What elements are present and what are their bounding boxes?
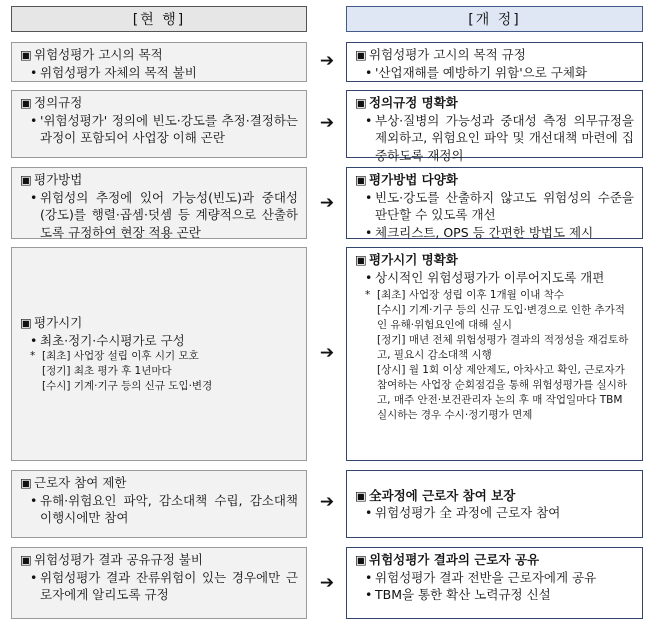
list-item: 위험성의 추정에 있어 가능성(빈도)과 중대성(강도)를 행렬·곱셈·덧셈 등 계량적으로 산출하도록 규정하여 현장 적용 곤란 xyxy=(40,189,298,240)
row-title: 평가시기 xyxy=(34,315,83,330)
list-item: 부상·질병의 가능성과 중대성 측정 의무규정을 제외하고, 위험요인 파악 및 개선대책 마련에 집중하도록 재정의 xyxy=(375,112,634,163)
revised-row-2: ▣ 정의규정 명확화 • 부상·질병의 가능성과 중대성 측정 의무규정을 제외하고, 위험요인 파악 및 개선대책 마련에 집중하도록 재정의 xyxy=(346,90,643,158)
list-item: 위험성평가 결과 전반을 근로자에게 공유 xyxy=(375,569,597,585)
current-row-5: ▣ 근로자 참여 제한 • 유해·위험요인 파악, 감소대책 수립, 감소대책 이행시에만 참여 xyxy=(11,470,307,538)
row-title: 정의규정 명확화 xyxy=(369,95,458,110)
note-item: [수시] 기계·기구 등의 신규 도입·변경 xyxy=(42,380,213,392)
note-item: [최초] 사업장 설립 이후 시기 모호 xyxy=(42,350,199,362)
list-item: 위험성평가 全 과정에 근로자 참여 xyxy=(375,505,561,520)
arrow-icon: ➔ xyxy=(319,343,335,363)
arrow-icon: ➔ xyxy=(319,193,335,213)
list-item: TBM을 통한 확산 노력규정 신설 xyxy=(375,587,551,602)
list-item: 유해·위험요인 파악, 감소대책 수립, 감소대책 이행시에만 참여 xyxy=(40,492,298,525)
row-title: 위험성평가 고시의 목적 규정 xyxy=(369,47,526,62)
arrow-icon: ➔ xyxy=(319,573,335,593)
revised-row-3: ▣ 평가방법 다양화 • 빈도·강도를 산출하지 않고도 위험성의 수준을 판단할 수 있도록 개선 • 체크리스트, OPS 등 간편한 방법도 제시 xyxy=(346,167,643,239)
current-header: [현 행] xyxy=(11,6,307,32)
list-item: '위험성평가' 정의에 빈도·강도를 추정·결정하는 과정이 포함되어 사업장 이해 곤란 xyxy=(40,112,298,145)
current-row-6: ▣ 위험성평가 결과 공유규정 불비 • 위험성평가 결과 잔류위험이 있는 경우에만 근로자에게 알리도록 규정 xyxy=(11,547,307,619)
row-title: 평가시기 명확화 xyxy=(369,252,458,267)
row-title: 정의규정 xyxy=(34,95,83,110)
note-item: [수시] 기계·기구 등의 신규 도입·변경으로 인한 추가적인 유해·위험요인에 대해 실시 xyxy=(377,304,625,331)
row-title: 위험성평가 결과 공유규정 불비 xyxy=(34,552,203,567)
revised-header: [개 정] xyxy=(346,6,643,32)
current-row-4: ▣ 평가시기 • 최초·정기·수시평가로 구성 * [최초] 사업장 설립 이후 시기 모호 [정기] 최초 평가 후 1년마다 [수시] 기계·기구 등의 신규 도입·변경 xyxy=(11,247,307,461)
arrow-icon: ➔ xyxy=(319,113,335,133)
arrow-icon: ➔ xyxy=(319,492,335,512)
list-item: 상시적인 위험성평가가 이루어지도록 개편 xyxy=(375,269,605,285)
row-title: 위험성평가 결과의 근로자 공유 xyxy=(369,552,540,567)
note-item: [최초] 사업장 성립 이후 1개월 이내 착수 xyxy=(377,289,565,301)
revised-row-4: ▣ 평가시기 명확화 • 상시적인 위험성평가가 이루어지도록 개편 * [최초] 사업장 성립 이후 1개월 이내 착수 [수시] 기계·기구 등의 신규 도입·변경으로 인한 추가적인 유해·위험요인에 대해 실시 [정기] 매년 전체 위험성평가 결과의 적정성을 재검토하고, 필요시 감소대책 시행 [상시] 월 1회 이상 제안제도, 아차사고 확인, 근로자가 참여하는 사업장 순회점검을 통해 위험성평가를 실시하고, 매주 안전·보건관리자 논의 후 매 작업일마다 TBM 실시하는 경우 수시·정기평가 면제 xyxy=(346,247,643,461)
row-title: 평가방법 다양화 xyxy=(369,172,458,187)
arrow-icon: ➔ xyxy=(319,51,335,71)
list-item: 위험성평가 자체의 목적 불비 xyxy=(40,64,197,80)
revised-row-5: ▣ 全과정에 근로자 참여 보장 • 위험성평가 全 과정에 근로자 참여 xyxy=(346,470,643,538)
list-item: 체크리스트, OPS 등 간편한 방법도 제시 xyxy=(375,224,594,240)
list-item: '산업재해를 예방하기 위함'으로 구체화 xyxy=(375,64,587,80)
note-item: [상시] 월 1회 이상 제안제도, 아차사고 확인, 근로자가 참여하는 사업장 순회점검을 통해 위험성평가를 실시하고, 매주 안전·보건관리자 논의 후 매 작업일마다 TBM 실시하는 경우 수시·정기평가 면제 xyxy=(377,364,627,421)
list-item: 최초·정기·수시평가로 구성 xyxy=(40,332,185,348)
row-title: 근로자 참여 제한 xyxy=(34,475,127,490)
note-item: [정기] 최초 평가 후 1년마다 xyxy=(42,365,172,377)
current-row-2: ▣ 정의규정 • '위험성평가' 정의에 빈도·강도를 추정·결정하는 과정이 포함되어 사업장 이해 곤란 xyxy=(11,90,307,158)
current-row-3: ▣ 평가방법 • 위험성의 추정에 있어 가능성(빈도)과 중대성(강도)를 행렬·곱셈·덧셈 등 계량적으로 산출하도록 규정하여 현장 적용 곤란 xyxy=(11,167,307,239)
list-item: 위험성평가 결과 잔류위험이 있는 경우에만 근로자에게 알리도록 규정 xyxy=(40,569,298,602)
current-row-1: ▣ 위험성평가 고시의 목적 • 위험성평가 자체의 목적 불비 xyxy=(11,42,307,82)
row-title: 위험성평가 고시의 목적 xyxy=(34,47,163,62)
row-title: 평가방법 xyxy=(34,172,83,187)
row-title: 全과정에 근로자 참여 보장 xyxy=(369,487,516,503)
note-item: [정기] 매년 전체 위험성평가 결과의 적정성을 재검토하고, 필요시 감소대책 시행 xyxy=(377,334,629,361)
revised-row-1: ▣ 위험성평가 고시의 목적 규정 • '산업재해를 예방하기 위함'으로 구체화 xyxy=(346,42,643,82)
revised-row-6: ▣ 위험성평가 결과의 근로자 공유 • 위험성평가 결과 전반을 근로자에게 공유 • TBM을 통한 확산 노력규정 신설 xyxy=(346,547,643,619)
list-item: 빈도·강도를 산출하지 않고도 위험성의 수준을 판단할 수 있도록 개선 xyxy=(375,189,634,222)
